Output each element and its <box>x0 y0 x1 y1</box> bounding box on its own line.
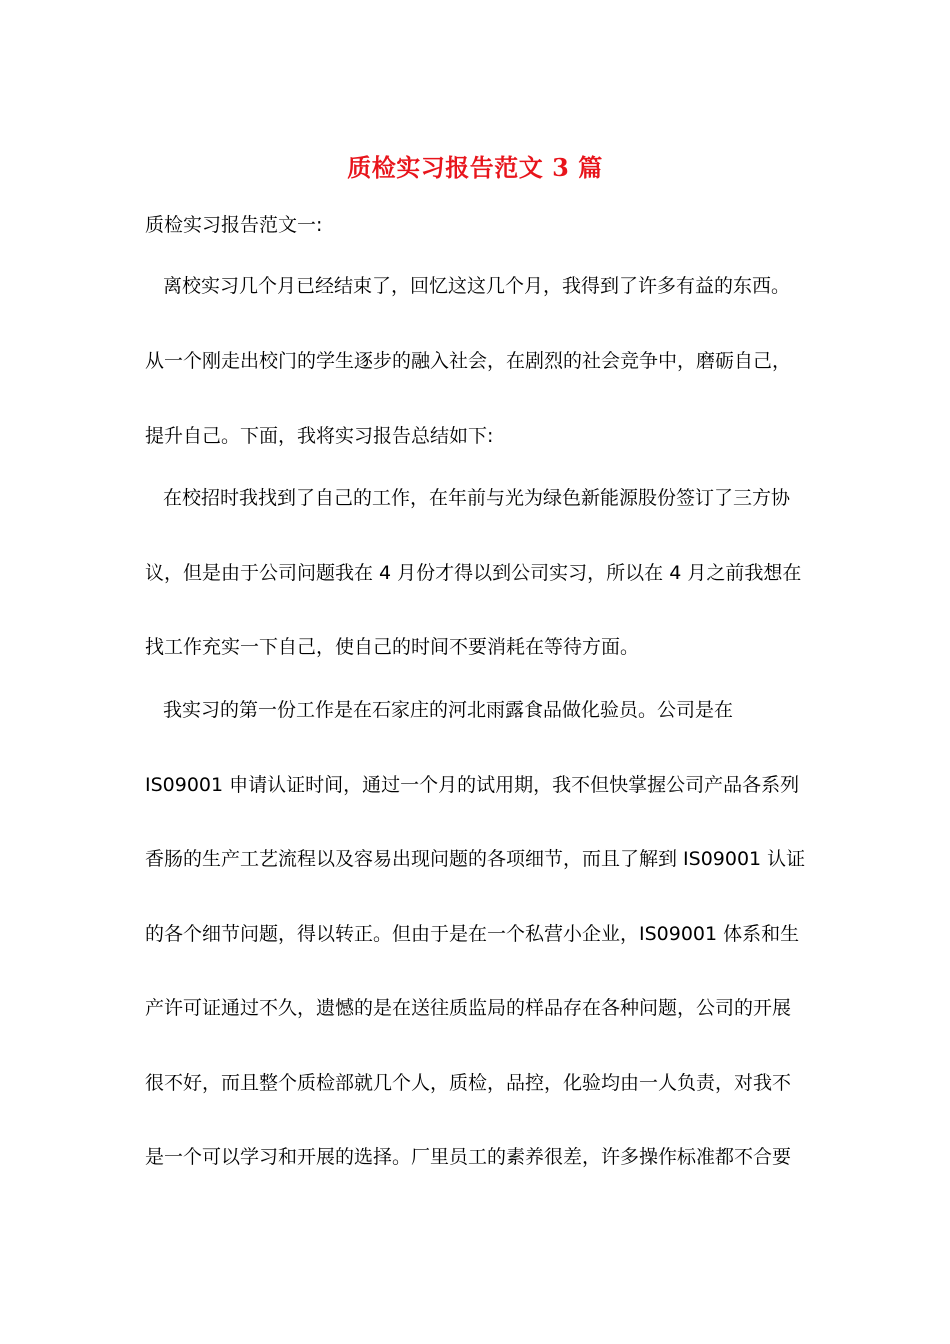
paragraph-line: IS09001 申请认证时间，通过一个月的试用期，我不但快掌握公司产品各系列 <box>145 774 800 796</box>
paragraph-line: 我实习的第一份工作是在石家庄的河北雨露食品做化验员。公司是在 <box>163 699 734 721</box>
paragraph-line: 找工作充实一下自己，使自己的时间不要消耗在等待方面。 <box>145 636 640 658</box>
paragraph-line: 在校招时我找到了自己的工作，在年前与光为绿色新能源股份签订了三方协 <box>163 487 791 509</box>
paragraph-line: 是一个可以学习和开展的选择。厂里员工的素养很差，许多操作标准都不合要 <box>145 1146 792 1168</box>
paragraph-line: 离校实习几个月已经结束了，回忆这这几个月，我得到了许多有益的东西。 <box>163 275 791 297</box>
paragraph-line: 产许可证通过不久，遗憾的是在送往质监局的样品存在各种问题，公司的开展 <box>145 997 792 1019</box>
paragraph-line: 议，但是由于公司问题我在 4 月份才得以到公司实习，所以在 4 月之前我想在 <box>145 562 802 584</box>
paragraph-line: 提升自己。下面，我将实习报告总结如下: <box>145 425 494 447</box>
document-title: 质检实习报告范文 3 篇 <box>347 153 603 182</box>
paragraph-line: 的各个细节问题，得以转正。但由于是在一个私营小企业，IS09001 体系和生 <box>145 923 800 945</box>
paragraph-line: 很不好，而且整个质检部就几个人，质检，品控，化验均由一人负责，对我不 <box>145 1072 792 1094</box>
paragraph-line: 从一个刚走出校门的学生逐步的融入社会，在剧烈的社会竞争中，磨砺自己， <box>145 350 792 372</box>
section-heading: 质检实习报告范文一: <box>145 214 323 236</box>
paragraph-line: 香肠的生产工艺流程以及容易出现问题的各项细节，而且了解到 IS09001 认证 <box>145 848 806 870</box>
